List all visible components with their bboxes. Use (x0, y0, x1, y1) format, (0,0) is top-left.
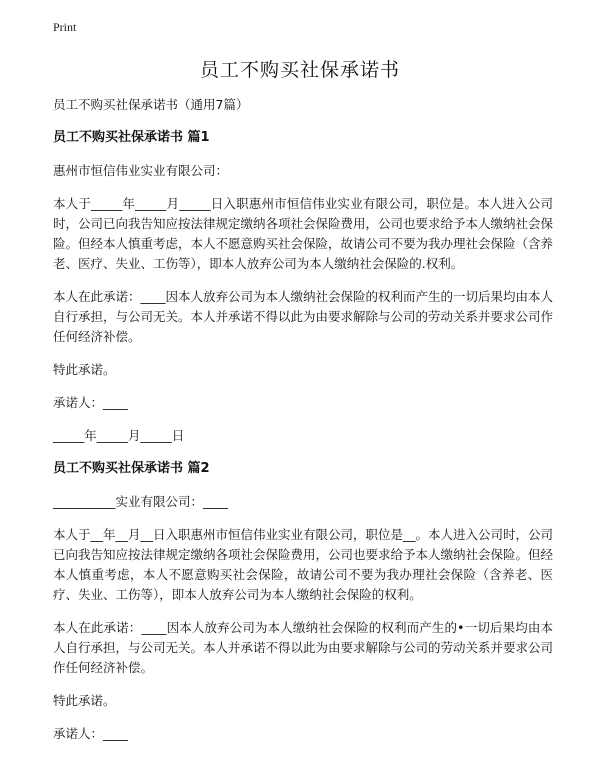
section-1-addressee: 惠州市恒信伟业实业有限公司： (53, 163, 229, 178)
section-2-heading: 员工不购买社保承诺书 篇2 (53, 461, 210, 476)
section-1-date: _____年_____月_____日 (53, 428, 185, 443)
document-body (53, 95, 553, 757)
section-1-closing: 特此承诺。 (53, 362, 116, 377)
document-subtitle: 员工不购买社保承诺书（通用7篇） (53, 97, 249, 112)
section-1-heading: 员工不购买社保承诺书 篇1 (53, 130, 210, 145)
section-2-signer: 承诺人：____ (53, 726, 129, 741)
section-2-addressee: __________实业有限公司：____ (53, 494, 229, 509)
section-1-paragraph-2: 本人在此承诺：____因本人放弃公司为本人缴纳社会保险的权利而产生的一切后果均由本人自行承担，与公司无关。本人并承诺不得以此为由要求解除与公司的劳动关系并要求公司作任何经济补偿。 (53, 289, 554, 344)
section-1-paragraph-1: 本人于_____年_____月_____日入职惠州市恒信伟业实业有限公司，职位是。本人进入公司时，公司已向我告知应按法律规定缴纳各项社会保险费用，公司也要求给予本人缴纳社会保险。但经本人慎重考虑，本人不愿意购买社会保险，故请公司不要为我办理社会保险（含养老、医疗、失业、工伤等），即本人放弃公司为本人缴纳社会保险的.权利。 (53, 196, 554, 271)
print-link[interactable]: Print (53, 20, 77, 34)
section-1-signer: 承诺人：____ (53, 395, 129, 410)
section-2-closing: 特此承诺。 (53, 693, 116, 708)
section-2-paragraph-1: 本人于__年__月__日入职惠州市恒信伟业实业有限公司，职位是__。本人进入公司时，公司已向我告知应按法律规定缴纳各项社会保险费用，公司也要求给予本人缴纳社会保险。但经本人慎重考虑，本人不愿意购买社会保险，故请公司不要为我办理社会保险（含养老、医疗、失业、工伤等），即本人放弃公司为本人缴纳社会保险的权利。 (53, 527, 554, 602)
section-2-paragraph-2: 本人在此承诺：____因本人放弃公司为本人缴纳社会保险的权利而产生的•一切后果均由本人自行承担，与公司无关。本人并承诺不得以此为由要求解除与公司的劳动关系并要求公司作任何经济补偿。 (53, 620, 554, 675)
document-title: 员工不购买社保承诺书 (199, 59, 400, 81)
